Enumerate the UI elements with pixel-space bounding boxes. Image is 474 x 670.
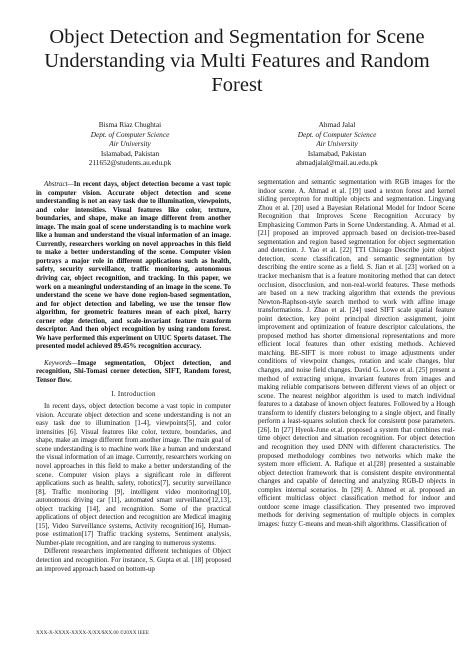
intro-paragraph-1: In recent days, object detection become a vast topic in computer vision. Accurate object detection and scene understanding is not an easy task due to illumination [1-4], viewpoints[5], and color intensities [6]. Visual features like color, texture, boundaries, and shape, make an image different from another image. The main goal of scene understanding is to machine work like a human and understand the visual information of an image. Currently, researchers working on novel approaches in this field to make a better understanding of the scene. Computer vision plays a significant role in different applications such as health, safety, robotics[7], security surveillance [8], Traffic monitoring [9], intelligent video monitoring[10], autonomous driving car [11], automated smart surveillance[12,13], object tracking [14], and recognition. Some of the practical applications of object detection and recognition are Medical imaging [15], Video Surveillance systems, Activity recognition[16], Human-pose estimation[17] Traffic tracking systems, Sentiment analysis, Number-plate recognition, and are ranging to numerous systems.: [36, 402, 231, 547]
author-block-1: [55, 120, 205, 168]
copyright-footer: XXX-X-XXXX-XXXX-X/XX/$XX.00 ©20XX IEEE: [36, 630, 150, 636]
author-location: Islamabad, Pakistan: [100, 148, 160, 158]
author-university: Air University: [316, 139, 358, 149]
author-location: Islamabad, Pakistan: [307, 148, 367, 158]
author-dept: Dept. of Computer Science: [297, 129, 377, 139]
abstract-text: In recent days, object detection become a vast topic in computer vision. Accurate object detection and scene understanding is not an easy task due to illumination, viewpoints, and color intensities. Visual features like color, texture, boundaries, and shape, make an image different from another image. The main goal of scene understanding is to machine work like a human and understand the visual information of an image. Currently, researchers working on novel approaches in this field to make a better understanding of the scene. Computer vision portrays a major role in different applications such as health, safety, security surveillance, traffic monitoring, autonomous driving car, object recognition, and tracking. In this paper, we work on a meaningful understanding of an image in the scene. To understand the scene we have done region-based segmentation, and for object detection and labeling, we use the tensor flow algorithm, for geometric features mean of each pixel, harry corner edge detection, and scale-invariant feature transform descriptor. And then object recognition by using random forest. We have performed this experiment on UIUC Sports dataset. The presented model achieved 89.45% recognition accuracy.: [36, 180, 231, 351]
author-university: Air University: [109, 139, 151, 149]
author-name: Ahmad Jalal: [318, 120, 356, 129]
author-dept: Dept. of Computer Science: [90, 129, 170, 139]
paper-title: Object Detection and Segmentation for Scene Understanding via Multi Features and Random Forest: [44, 26, 430, 96]
abstract: [36, 180, 231, 351]
author-block-2: [262, 120, 412, 168]
section-heading: I. Introduction: [111, 389, 156, 398]
author-email: 211652@students.au.edu.pk: [88, 158, 172, 168]
abstract-label: Abstract—: [44, 180, 74, 188]
keywords-text: Image segmentation, Object detection, and recognition, Shi-Tomasi corner detection, SIFT, Random forest, Tensor flow.: [36, 358, 231, 385]
keywords: [36, 359, 231, 385]
author-name: Bisma Riaz Chughtai: [98, 120, 162, 129]
author-email: ahmadjalal@mail.au.edu.pk: [296, 158, 378, 168]
right-column-text: segmentation and semantic segmentation with RGB images for the indoor scene. A. Ahmad et al. [19] used a texton forest and kernel sliding perceptron for multiple objects and segmentation. Lingyang Zhou et al. [20] used a Bayesian Relational Model for Indoor Scene Recognition that Improves Scene Recognition Accuracy by Emphasizing Common Parts in Scene Understanding. A. Ahmad et al. [21] proposed an improved approach based on decision-tree-based segmentation and region based segmentation for object segmentation and detection. J. Yao et al. [22] TTI Chicago Describe joint object detection, scene classification, and semantic segmentation by describing the entire scene as a field. S. Jian et al. [23] worked on a tracker mechanism that is a feature monitoring method that can detect occlusion, disocclusion, and non-real-world features. These methods are based on a new tracking algorithm that extends the previous Newton-Raphson-style search method to work with affine image transformations. J. Zhao et al. [24] used SIFT scale spatial feature point detection, key point principal direction assignment, joint improvement and optimization of feature descriptor calculations, the proposed method has shorter dimensional representations and more efficient local features than other existing methods. Achieved matching. BE-SIFT is more robust to image adjustments under conditions of viewpoint changes, rotation and scale changes, blur changes, and noise field changes. David G. Lowe et al. [25] present a method of extracting unique, invariant features from images and making reliable comparisons between different views of an object or scene. The nearest neighbor algorithm is used to match individual features to a database of known object features. Followed by a Hough transform to identify clusters belonging to a single object, and finally perform a least-squares solution check for consistent pose parameters. [26]. In [27] Hyeok-June et.al. proposed a system that combines real-time object detection and situation recognition. For object detection and recognition they used DNN with different characteristics. The proposed methodology combines two networks which make the system more efficient. A. Rafique et al.[28] presented a sustainable object detection framework that is consistent despite environmental changes and capable of detecting and analyzing RGB-D objects in complex internal scenarios. In [29] A. Ahmed et al. proposed an efficient multiclass object classification method for indoor and outdoor scene image classification. They presented two improved methods for deriving segmentation of multiple objects in complex images: fuzzy C-means and mean-shift algorithms. Classification of: [258, 178, 455, 528]
intro-paragraph-2: Different researchers implemented different techniques of Object detection and recognition. For instance, S. Gupta et al. [18] proposed an improved approach based on bottom-up: [36, 547, 231, 573]
right-column: [258, 178, 455, 528]
left-column: [36, 180, 231, 573]
keywords-label: Keywords—: [44, 358, 78, 367]
